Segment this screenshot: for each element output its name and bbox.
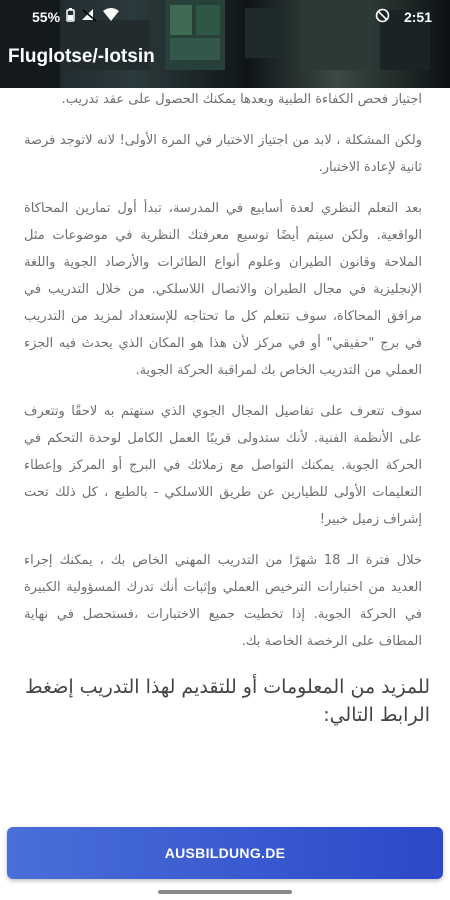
status-bar (0, 0, 450, 32)
paragraph-2: ولكن المشكلة ، لابد من اجتياز الاختبار في المرة الأولى! لانه لاتوجد فرصة ثانية لإعادة الاختبار. (24, 133, 422, 175)
article-scroll[interactable] (0, 88, 450, 900)
wifi-off-icon (81, 8, 97, 25)
do-not-disturb-icon (375, 8, 390, 26)
gesture-navigation-bar[interactable] (158, 890, 292, 894)
battery-percentage: 55% (32, 8, 61, 25)
paragraph-4: سوف تتعرف على تفاصيل المجال الجوي الذي ستهتم به لاحقًا وتتعرف على الأنظمة الفنية. لأنك ستدولى قريبًا العمل الكامل لوحدة التحكم في الحركة الجوية. يمكنك التواصل مع زملائك في البرج أو المركز وإعطاء التعليمات الأولى للطيارين عن طريق اللاسلكي - بالطبع ، كل ذلك تحت إشراف زميل خبير! (24, 404, 422, 527)
article-body (0, 88, 450, 655)
battery-icon (66, 8, 75, 25)
wifi-icon (103, 8, 119, 25)
app-title: Fluglotse/-lotsin (8, 46, 155, 67)
paragraph-3: بعد التعلم النظري لعدة أسابيع في المدرسة، تبدأ أول تمارين المحاكاة الواقعية. ولكن سيتم أيضًا توسيع معرفتك النظرية في موضوعات مثل الملاحة وقانون الطيران وعلوم أنواع الطائرات والأرصاد الجوية واللغة الإنجليزية في مجال الطيران والاتصال اللاسلكي. من خلال التدريب في مرافق المحاكاة، سوف تتعلم كل ما تحتاجه للإستعداد لمزيد من التدريب في برج "حقيقي" أو في مركز لأن هذا هو المكان الذي يحدث فيه الجزء العملي من التدريب الخاص بك لمراقبة الحركة الجوية. (24, 201, 422, 378)
paragraph-5: خلال فترة الـ 18 شهرًا من التدريب المهني الخاص بك ، يمكنك إجراء العديد من اختبارات الترخيص العملي وإثبات أنك تدرك المسؤولية الكبيرة في الحركة الجوية. إذا تخطيت جميع الاختبارات ،فستحصل في نهاية المطاف على الرخصة الخاصة بك. (24, 553, 422, 649)
ausbildung-link-button[interactable]: AUSBILDUNG.DE (7, 827, 443, 879)
clock: 2:51 (403, 9, 432, 25)
paragraph-1: اجتياز فحص الكفاءة الطبية وبعدها يمكنك الحصول على عقد تدريب. (61, 92, 422, 107)
cta-text: للمزيد من المعلومات أو للتقديم لهذا التدريب إضغط الرابط التالي: (25, 676, 430, 726)
